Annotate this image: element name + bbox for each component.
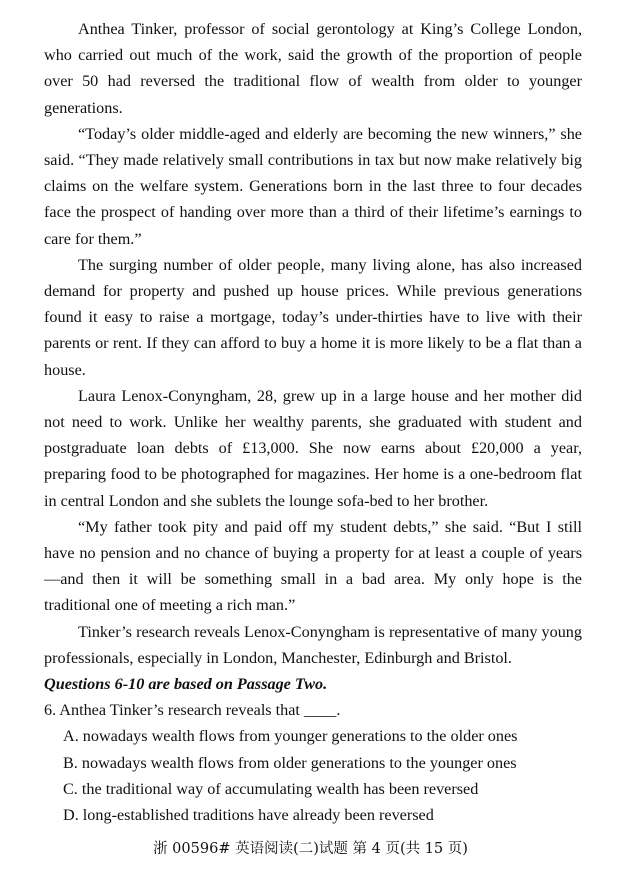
question-block	[44, 697, 582, 828]
exam-page	[44, 16, 582, 828]
page-footer: 浙 00596# 英语阅读(二)试题 第 4 页(共 15 页)	[153, 841, 468, 857]
section-heading: Questions 6-10 are based on Passage Two.	[44, 675, 328, 694]
answer-options	[44, 723, 582, 828]
option-b: B. nowadays wealth flows from older generations to the younger ones	[63, 753, 517, 772]
passage-paragraph: Tinker’s research reveals Lenox-Conyngham is representative of many young professionals, especially in London, Manchester, Edinburgh and Bristol.	[44, 622, 582, 667]
option-d: D. long-established traditions have already been reversed	[63, 806, 434, 825]
question-stem: 6. Anthea Tinker’s research reveals that ____.	[44, 701, 341, 720]
passage-paragraph: Anthea Tinker, professor of social gerontology at King’s College London, who carried out much of the work, said the growth of the proportion of people over 50 had reversed the traditional flow of wealth from older to younger generations.	[44, 20, 582, 117]
passage-paragraph: Laura Lenox-Conyngham, 28, grew up in a large house and her mother did not need to work. Unlike her wealthy parents, she graduated with student and postgraduate loan debts of £13,000. She now earns about £20,000 a year, preparing food to be photographed for magazines. Her home is a one-bedroom flat in central London and she sublets the lounge sofa-bed to her brother.	[44, 386, 582, 510]
passage	[44, 16, 582, 671]
option-a: A. nowadays wealth flows from younger generations to the older ones	[63, 727, 518, 746]
passage-paragraph: “Today’s older middle-aged and elderly are becoming the new winners,” she said. “They made relatively small contributions in tax but now make relatively big claims on the welfare system. Generations born in the last three to four decades face the prospect of handing over more than a third of their lifetime’s earnings to care for them.”	[44, 124, 582, 248]
passage-paragraph: “My father took pity and paid off my student debts,” she said. “But I still have no pension and no chance of buying a property for at least a couple of years—and then it will be something small in a bad area. My only hope is the traditional one of meeting a rich man.”	[44, 517, 582, 615]
option-c: C. the traditional way of accumulating wealth has been reversed	[63, 779, 479, 798]
passage-paragraph: The surging number of older people, many living alone, has also increased demand for property and pushed up house prices. While previous generations found it easy to raise a mortgage, today’s under-thirties have to live with their parents or rent. If they can afford to buy a home it is more likely to be a flat than a house.	[44, 255, 582, 379]
